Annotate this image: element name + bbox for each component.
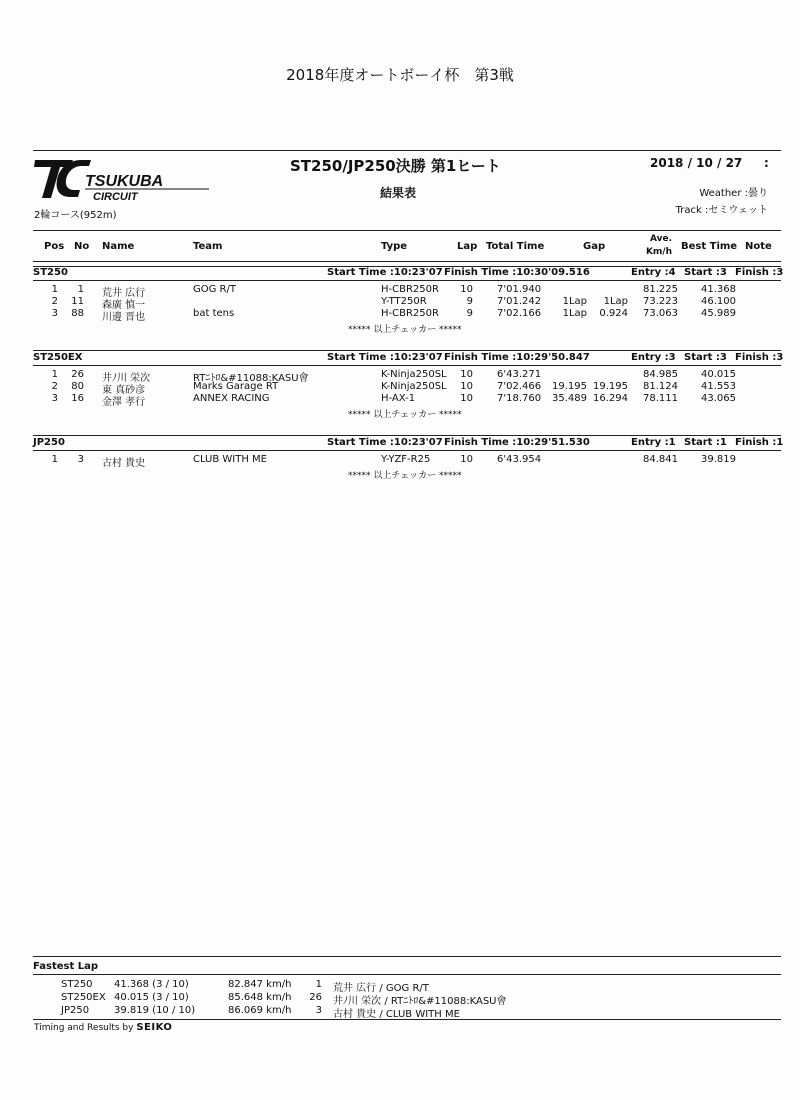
gap-top: 1Lap — [562, 308, 587, 319]
gap-top — [545, 454, 587, 466]
laps: 10 — [460, 284, 473, 295]
weather-label: Weather :曇り — [699, 188, 768, 199]
pos: 2 — [51, 381, 58, 392]
logo-text-main: TSUKUBA — [85, 173, 164, 190]
col-total-time: Total Time — [486, 241, 545, 252]
class-name: JP250 — [33, 437, 65, 448]
race-subtitle: 結果表 — [380, 186, 417, 200]
class-rule — [33, 350, 781, 351]
track-label: Track :セミウェット — [675, 205, 768, 216]
total-time: 7'02.466 — [497, 381, 542, 392]
team: bat tens — [193, 308, 235, 319]
class-rule — [33, 450, 781, 451]
gap-prev: 19.195 — [593, 381, 628, 392]
class-name: ST250 — [33, 267, 68, 278]
fl-time: 39.819 (10 / 10) — [114, 1005, 196, 1016]
gap-top: 19.195 — [552, 381, 587, 392]
pos: 1 — [51, 284, 58, 295]
machine-type: H-AX-1 — [381, 393, 416, 404]
document-title: 2018年度オートボーイ杯 第3戦 — [286, 66, 514, 84]
fl-speed: 85.648 km/h — [228, 992, 292, 1003]
class-entry: Entry :1 — [631, 437, 676, 448]
rider-name: 古村 貴史 — [102, 458, 146, 469]
fl-no: 3 — [315, 1005, 322, 1016]
total-time: 7'01.940 — [497, 284, 542, 295]
gap-prev: 1Lap — [603, 296, 628, 307]
rider-name: 金澤 孝行 — [102, 397, 146, 408]
class-rule — [33, 365, 781, 366]
class-finish-time: Finish Time :10:29'51.530 — [444, 437, 590, 448]
col-ave: Ave. — [649, 234, 672, 244]
laps: 10 — [460, 369, 473, 380]
machine-type: H-CBR250R — [381, 284, 439, 295]
col-kmh: Km/h — [645, 247, 672, 257]
pos: 2 — [51, 296, 58, 307]
avg-speed: 78.111 — [643, 393, 678, 404]
class-rule — [33, 280, 781, 281]
pos: 3 — [51, 393, 58, 404]
machine-type: Y-YZF-R25 — [381, 454, 431, 465]
class-finish-count: Finish :1 — [735, 437, 784, 448]
rider-name: 荒井 広行 — [102, 288, 146, 299]
best-time: 40.015 — [701, 369, 736, 380]
class-rule — [33, 435, 781, 436]
header-top-rule — [33, 150, 781, 151]
class-start-time: Start Time :10:23'07 — [327, 352, 443, 363]
gap-top — [545, 369, 587, 381]
column-header-bottom-rule — [33, 261, 781, 262]
fastest-lap-title: Fastest Lap — [33, 961, 98, 972]
laps: 10 — [460, 454, 473, 465]
pos: 1 — [51, 369, 58, 380]
class-name: ST250EX — [33, 352, 83, 363]
avg-speed: 84.985 — [643, 369, 678, 380]
avg-speed: 81.225 — [643, 284, 678, 295]
checker-note: ***** 以上チェッカー ***** — [348, 325, 462, 335]
gap-prev — [588, 284, 628, 296]
best-time: 41.553 — [701, 381, 736, 392]
footer-rule — [33, 1019, 781, 1020]
gap-prev: 16.294 — [593, 393, 628, 404]
team: GOG R/T — [193, 284, 236, 295]
pos: 1 — [51, 454, 58, 465]
machine-type: K-Ninja250SL — [381, 381, 447, 392]
course-label: 2輪コース(952m) — [34, 210, 117, 221]
fl-speed: 86.069 km/h — [228, 1005, 292, 1016]
column-header-top-rule — [33, 230, 781, 231]
gap-top — [545, 284, 587, 296]
rider-name: 森廣 慎一 — [102, 300, 146, 311]
total-time: 6'43.954 — [497, 454, 542, 465]
no: 80 — [71, 381, 84, 392]
avg-speed: 73.063 — [643, 308, 678, 319]
laps: 10 — [460, 381, 473, 392]
class-entry: Entry :4 — [631, 267, 676, 278]
fl-class: ST250 — [61, 979, 93, 990]
best-time: 39.819 — [701, 454, 736, 465]
fl-class: ST250EX — [61, 992, 106, 1003]
laps: 9 — [466, 308, 473, 319]
best-time: 45.989 — [701, 308, 736, 319]
no: 1 — [77, 284, 84, 295]
checker-note: ***** 以上チェッカー ***** — [348, 410, 462, 420]
class-start-count: Start :3 — [684, 267, 727, 278]
checker-note: ***** 以上チェッカー ***** — [348, 471, 462, 481]
rider-name: 川邊 晋也 — [102, 312, 146, 323]
time-placeholder: : — [764, 156, 769, 170]
total-time: 6'43.271 — [497, 369, 542, 380]
fl-rider: 荒井 広行 / GOG R/T — [333, 983, 429, 994]
gap-prev — [588, 454, 628, 466]
class-finish-time: Finish Time :10:30'09.516 — [444, 267, 590, 278]
col-no: No — [74, 241, 90, 252]
no: 16 — [71, 393, 84, 404]
footer-credit — [34, 1022, 172, 1033]
fl-rider: 古村 貴史 / CLUB WITH ME — [333, 1009, 460, 1020]
avg-speed: 73.223 — [643, 296, 678, 307]
class-start-time: Start Time :10:23'07 — [327, 267, 443, 278]
col-note: Note — [745, 241, 772, 252]
race-date: 2018 / 10 / 27 — [650, 156, 743, 170]
seiko-logo: SEIKO — [136, 1022, 173, 1033]
no: 26 — [71, 369, 84, 380]
team: Marks Garage RT — [193, 381, 279, 392]
col-best-time: Best Time — [681, 241, 738, 252]
rider-name: 井ﾉ川 栄次 — [102, 373, 151, 384]
class-start-count: Start :3 — [684, 352, 727, 363]
team: CLUB WITH ME — [193, 454, 268, 465]
fl-no: 26 — [309, 992, 322, 1003]
fl-speed: 82.847 km/h — [228, 979, 292, 990]
pos: 3 — [51, 308, 58, 319]
race-title: ST250/JP250決勝 第1ヒート — [290, 157, 501, 175]
fl-rider: 井ﾉ川 栄次 / RTﾆﾄﾛ&#11088:KASU會 — [333, 996, 507, 1007]
gap-top: 35.489 — [552, 393, 587, 404]
fl-no: 1 — [315, 979, 322, 990]
col-pos: Pos — [44, 241, 65, 252]
team: RTﾆﾄﾛ&#11088:KASU會 — [193, 373, 309, 384]
total-time: 7'18.760 — [497, 393, 542, 404]
avg-speed: 81.124 — [643, 381, 678, 392]
avg-speed: 84.841 — [643, 454, 678, 465]
col-team: Team — [193, 241, 223, 252]
class-finish-count: Finish :3 — [735, 267, 784, 278]
col-lap: Lap — [457, 241, 478, 252]
best-time: 41.368 — [701, 284, 736, 295]
gap-top: 1Lap — [562, 296, 587, 307]
col-name: Name — [102, 241, 135, 252]
best-time: 46.100 — [701, 296, 736, 307]
no: 11 — [71, 296, 84, 307]
fl-class: JP250 — [61, 1005, 90, 1016]
fastest-lap-header-rule — [33, 974, 781, 975]
tsukuba-circuit-logo — [33, 156, 213, 202]
col-type: Type — [381, 241, 408, 252]
no: 3 — [77, 454, 84, 465]
team: ANNEX RACING — [193, 393, 270, 404]
total-time: 7'01.242 — [497, 296, 542, 307]
machine-type: Y-TT250R — [381, 296, 427, 307]
machine-type: H-CBR250R — [381, 308, 439, 319]
machine-type: K-Ninja250SL — [381, 369, 447, 380]
no: 88 — [71, 308, 84, 319]
best-time: 43.065 — [701, 393, 736, 404]
class-start-time: Start Time :10:23'07 — [327, 437, 443, 448]
footer-text: Timing and Results by — [34, 1023, 134, 1033]
class-finish-time: Finish Time :10:29'50.847 — [444, 352, 590, 363]
laps: 10 — [460, 393, 473, 404]
laps: 9 — [466, 296, 473, 307]
total-time: 7'02.166 — [497, 308, 542, 319]
class-start-count: Start :1 — [684, 437, 727, 448]
logo-text-sub: CIRCUIT — [93, 191, 138, 202]
col-gap: Gap — [583, 241, 606, 252]
rider-name: 東 真砂彦 — [102, 385, 146, 396]
fl-time: 40.015 (3 / 10) — [114, 992, 189, 1003]
gap-prev: 0.924 — [599, 308, 628, 319]
fastest-lap-top-rule — [33, 956, 781, 957]
gap-prev — [588, 369, 628, 381]
class-entry: Entry :3 — [631, 352, 676, 363]
fl-time: 41.368 (3 / 10) — [114, 979, 189, 990]
class-finish-count: Finish :3 — [735, 352, 784, 363]
